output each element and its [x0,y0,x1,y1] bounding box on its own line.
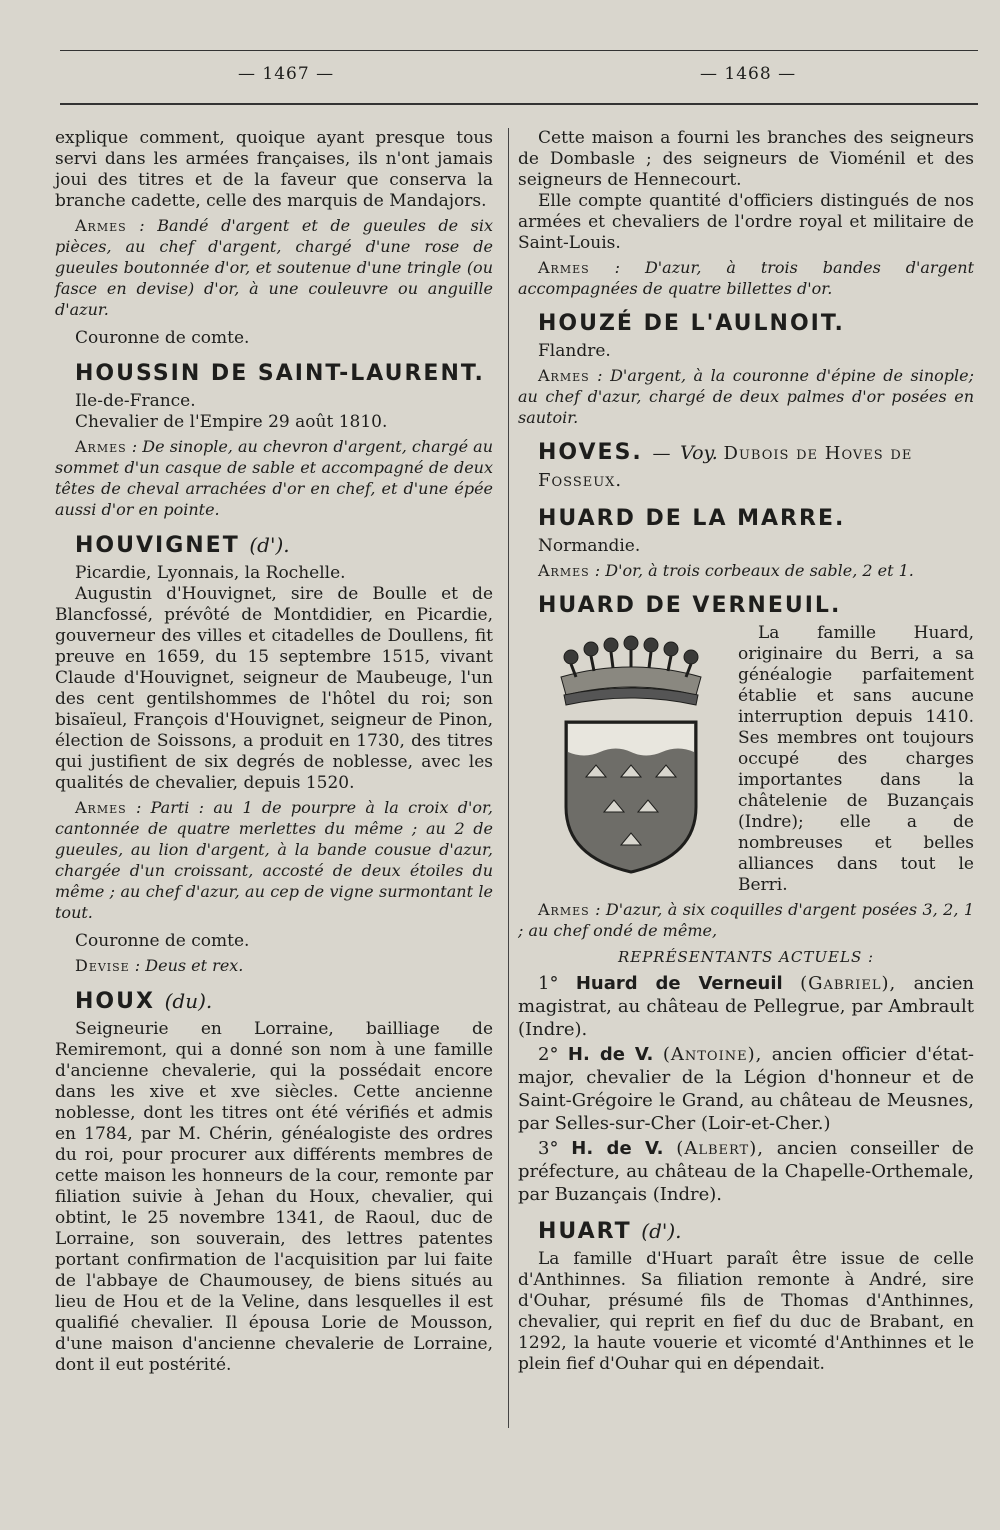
left-arms-1: Armes : Bandé d'argent et de gueules de six pièces, au chef d'argent, chargé d'une rose de gueules boutonnée d'or, et soutenue d'une tringle (ou fasce en devise) d'or, à une couleuvre ou anguille d'azur. [55,216,493,319]
huart-text: La famille d'Huart paraît être issue de celle d'Anthinnes. Sa filiation remonte à André, sire d'Ouhar, présumé fils de Thomas d'Anthinnes, chevalier, qui reprit en fief du duc de Brabant, en 1292, la haute vouerie et vicomté d'Anthinnes et le plein fief d'Ouhar qui en dépendait. [518,1249,974,1374]
huard-marre-arms: Armes : D'or, à trois corbeaux de sable, 2 et 1. [538,561,914,580]
right-page-number: — 1468 — [700,64,797,84]
huard-verneuil-entry [518,623,974,941]
huart-heading: HUART (d'). [538,1219,682,1244]
houssin-note: Chevalier de l'Empire 29 août 1810. [75,412,388,432]
houvignet-region: Picardie, Lyonnais, la Rochelle. [75,563,346,583]
right-column [518,128,974,1375]
houssin-arms: Armes : De sinople, au chevron d'argent, chargé au sommet d'un casque de sable et accompagné de deux têtes de cheval arrachées d'or en chef, et d'une épée aussi d'or en pointe. [55,437,494,519]
right-intro-2: Elle compte quantité d'officiers distingués de nos armées et chevaliers de l'ordre royal et militaire de Saint-Louis. [518,191,974,253]
houze-region: Flandre. [538,341,611,361]
huard-marre-region: Normandie. [538,536,641,556]
houvignet-arms: Armes : Parti : au 1 de pourpre à la croix d'or, cantonnée de quatre merlettes du même ; au 2 de gueules, au lion d'argent, à la bande cousue d'azur, chargée d'un croissant, accosté de deux étoiles du même ; au chef d'azur, au cep de vigne surmontant le tout. [55,798,493,922]
representative-1: 1° Huard de Verneuil (Gabriel), ancien magistrat, au château de Pellegrue, par Ambrault (Indre). [518,973,974,1040]
representants-heading: REPRÉSENTANTS ACTUELS : [617,948,875,966]
right-intro-1: Cette maison a fourni les branches des seigneurs de Dombasle ; des seigneurs de Vioménil et des seigneurs de Hennecourt. [518,128,974,190]
left-crown-1: Couronne de comte. [75,328,250,348]
column-divider [508,128,509,1428]
houze-arms: Armes : D'argent, à la couronne d'épine de sinople; au chef d'azur, chargé de deux palmes d'or posées en sautoir. [518,366,974,427]
top-rule [60,50,978,51]
houssin-region: Ile-de-France. [75,391,196,411]
huard-verneuil-arms: Armes : D'azur, à six coquilles d'argent posées 3, 2, 1 ; au chef ondé de même, [518,900,975,940]
houze-heading: HOUZÉ DE L'AULNOIT. [538,311,845,336]
huard-verneuil-heading: HUARD DE VERNEUIL. [538,593,842,618]
hoves-heading: HOVES. — Voy. Dubois de Hoves de Fosseux. [538,440,913,491]
coat-of-arms-icon [536,627,726,877]
shield-icon [566,722,696,872]
huard-marre-heading: HUARD DE LA MARRE. [538,506,846,531]
houvignet-heading: HOUVIGNET (d'). [75,533,290,558]
header-rule [60,103,978,105]
count-crown-icon [561,636,701,705]
houvignet-crown: Couronne de comte. [75,931,250,951]
right-arms-1: Armes : D'azur, à trois bandes d'argent accompagnées de quatre billettes d'or. [518,258,975,298]
houvignet-text: Augustin d'Houvignet, sire de Boulle et de Blancfossé, prévôté de Montdidier, en Picardie, gouverneur des villes et citadelles de Doullens, fit preuve en 1659, du 15 septembre 1515, vivant Claude d'Houvignet, seigneur de Maubeuge, l'un des cent gentilshommes de l'hôtel du roi; son bisaïeul, François d'Houvignet, seigneur de Pinon, élection de Soissons, a produit en 1730, des titres qui justifient de six degrés de noblesse, avec les qualités de chevalier, depuis 1520. [55,584,493,793]
houx-text: Seigneurie en Lorraine, bailliage de Remiremont, qui a donné son nom à une famille d'ancienne chevalerie, qui la possédait encore dans les xive et xve siècles. Cette ancienne noblesse, dont les titres ont été vérifiés et admis en 1784, par M. Chérin, généalogiste des ordres du roi, pour procurer aux différents membres de cette maison les honneurs de la cour, remonte par filiation suivie à Jehan du Houx, chevalier, qui obtint, le 25 novembre 1341, de Raoul, duc de Lorraine, son souverain, des lettres patentes portant confirmation de l'acquisition par lui faite de l'abbaye de Chaumousey, de biens situés au lieu de Hou et de la Veline, dans lesquelles il est qualifié chevalier. Il épousa Lorie de Mousson, d'une maison d'ancienne chevalerie de Lorraine, dont il eut postérité. [55,1019,493,1375]
representative-3: 3° H. de V. (Albert), ancien conseiller de préfecture, au château de la Chapelle-Orthemale, par Buzançais (Indre). [518,1138,974,1205]
left-page-number: — 1467 — [238,64,335,84]
houx-heading: HOUX (du). [75,989,213,1014]
left-intro: explique comment, quoique ayant presque tous servi dans les armées françaises, ils n'ont jamais joui des titres et de la faveur que conserva la branche cadette, celle des marquis de Mandajors. [55,128,493,211]
houssin-heading: HOUSSIN DE SAINT-LAURENT. [75,361,485,386]
representative-2: 2° H. de V. (Antoine), ancien officier d'état-major, chevalier de la Légion d'honneur et de Saint-Grégoire le Grand, au château de Meusnes, par Selles-sur-Cher (Loir-et-Cher.) [518,1044,974,1134]
huard-verneuil-text: La famille Huard, originaire du Berri, a sa généalogie parfaitement établie et sans aucune interruption depuis 1410. Ses membres ont toujours occupé des charges importantes dans la châtelenie de Buzançais (Indre); elle a de nombreuses et belles alliances dans tout le Berri. [738,623,974,895]
left-column [55,128,493,1376]
houvignet-motto: Devise : Deus et rex. [75,956,244,975]
